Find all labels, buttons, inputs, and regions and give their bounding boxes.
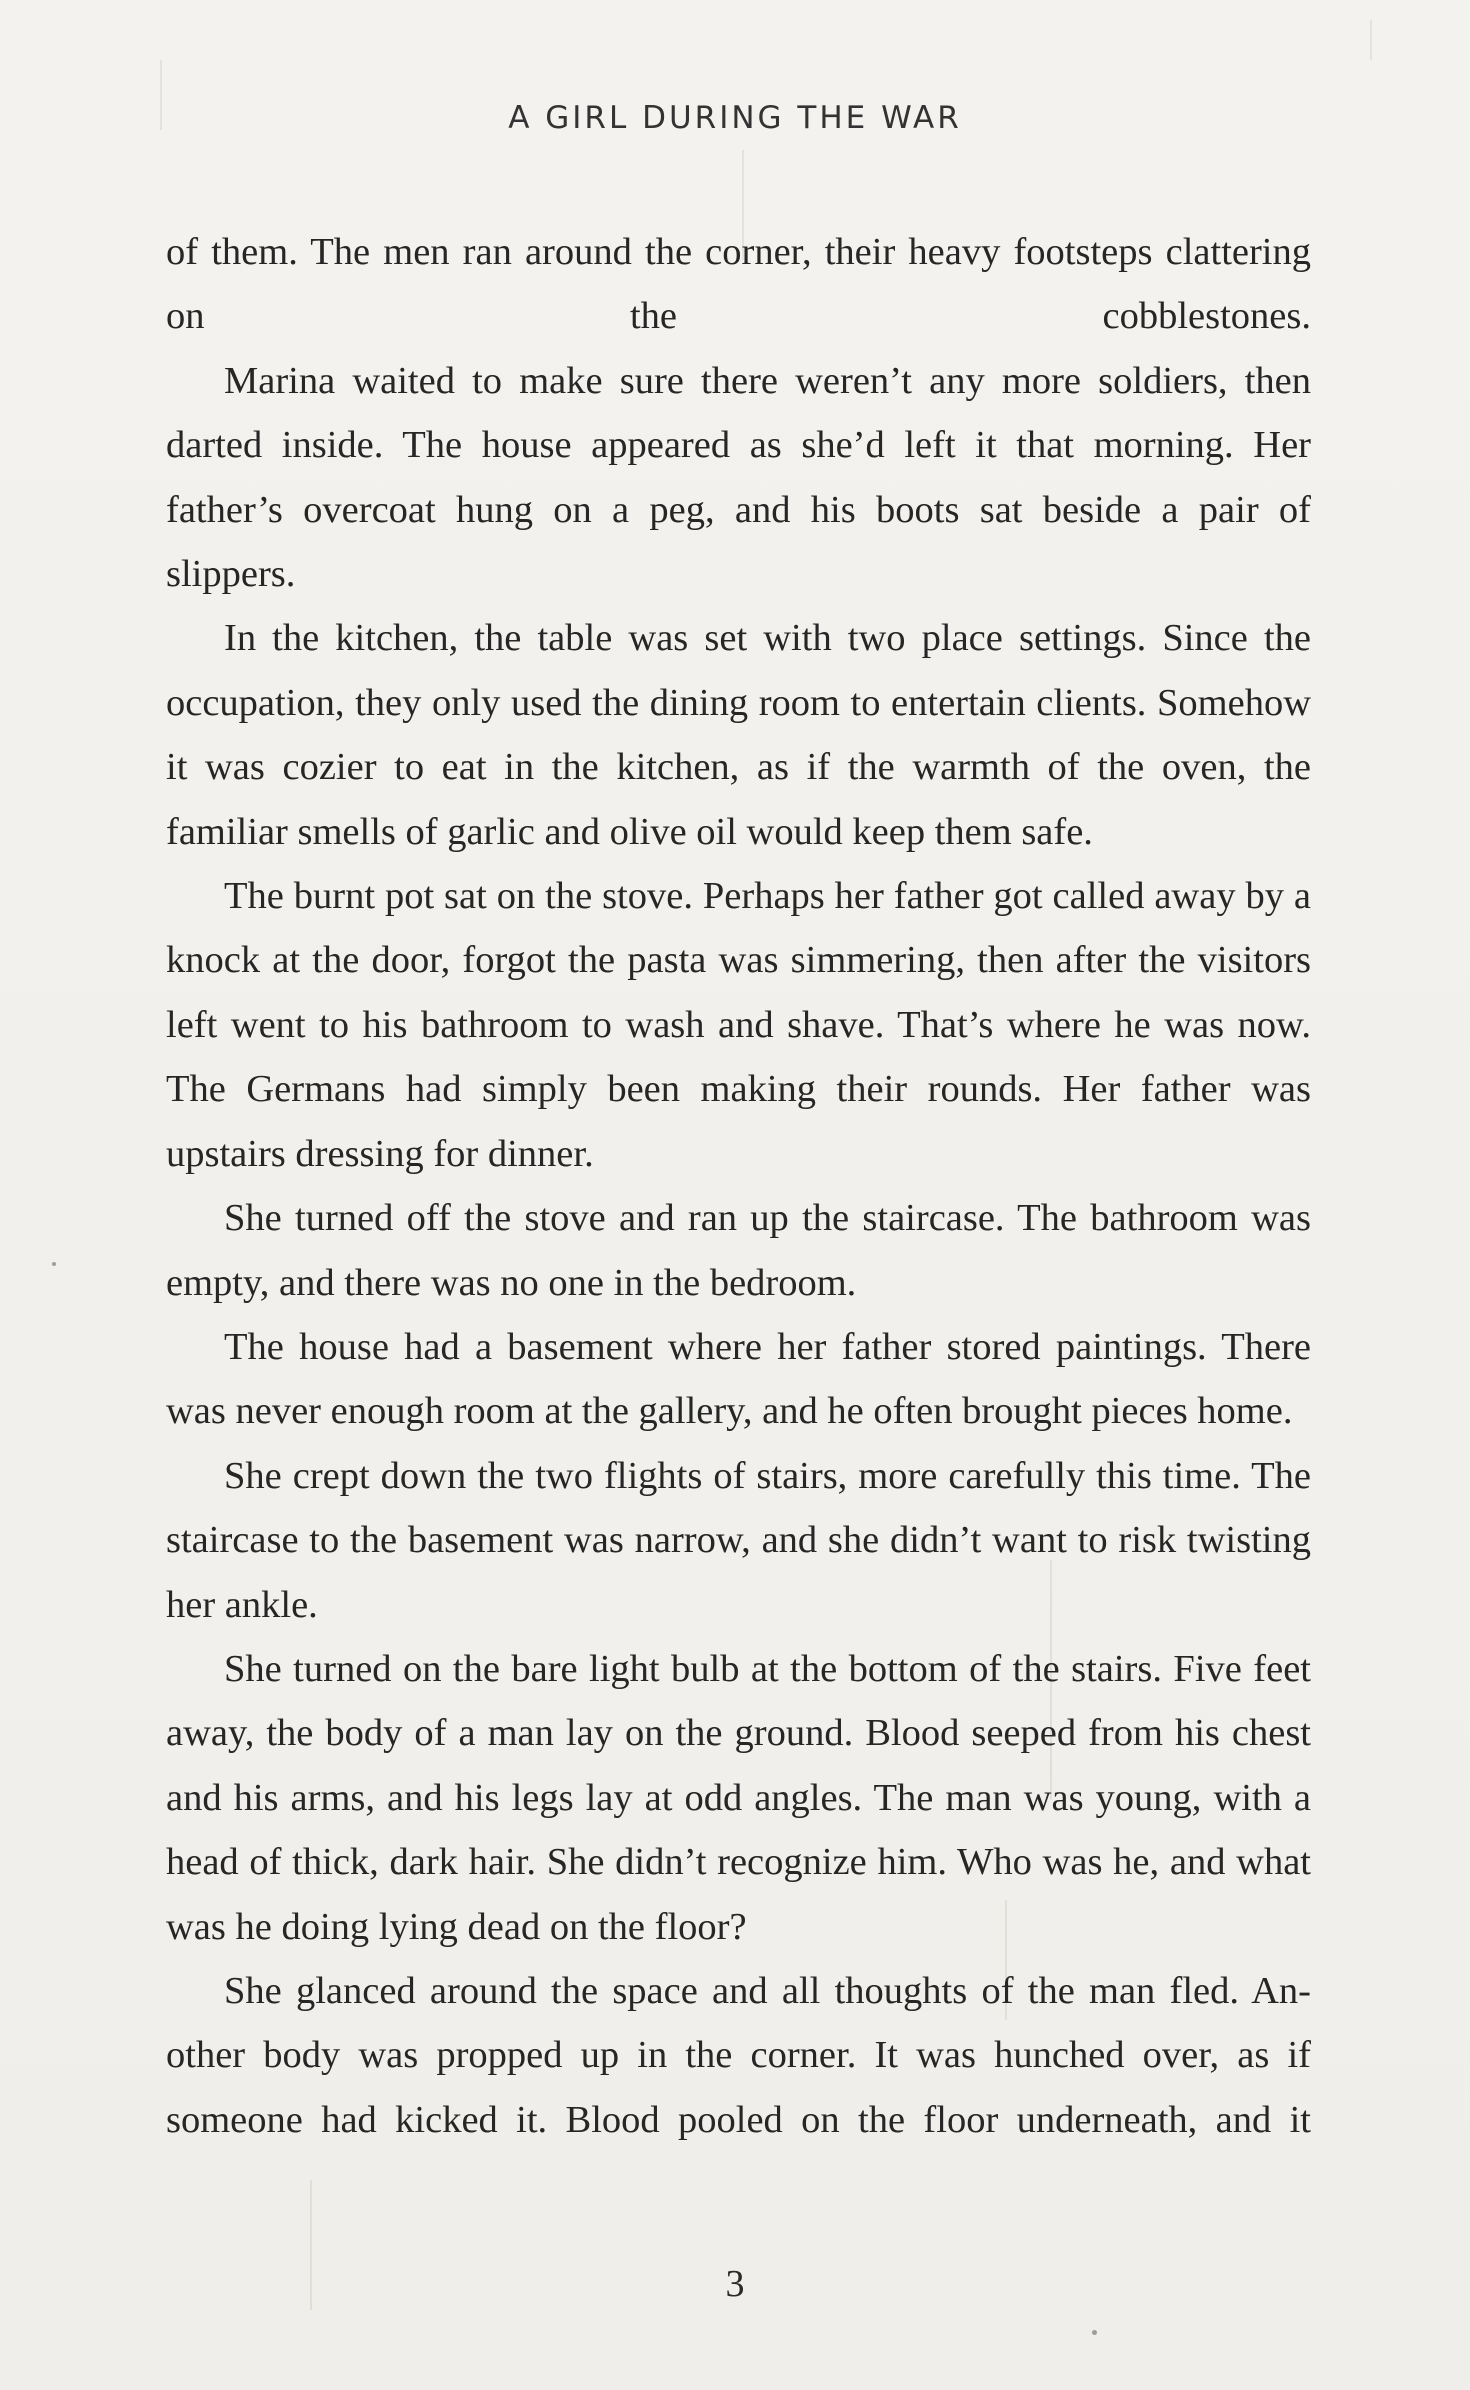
paragraph: She turned off the stove and ran up the staircase. The bathroom was empty, and there was no one in the bedroom. — [166, 1197, 1311, 1304]
scan-streak — [1370, 20, 1372, 60]
body-text — [166, 220, 1311, 2152]
paragraph: She glanced around the space and all thoughts of the man fled. Another body was propped up in the corner. It was hunched over, as if someone had kicked it. Blood pooled on the floor underneath, and it — [166, 1969, 1311, 2141]
paragraph: The house had a basement where her father stored paintings. There was never enough room at the gallery, and he often brought pieces home. — [166, 1325, 1311, 1433]
paragraph: In the kitchen, the table was set with two place settings. Since the occupation, they only used the dining room to entertain clients. Somehow it was cozier to eat in the kitchen, as if the warmth of the oven, the familiar smells of garlic and olive oil would keep them safe. — [166, 617, 1311, 853]
running-head: A GIRL DURING THE WAR — [508, 100, 962, 136]
ink-speck — [52, 1262, 56, 1266]
paragraph: She turned on the bare light bulb at the bottom of the stairs. Five feet away, the body of a man lay on the ground. Blood seeped from his chest and his arms, and his legs lay at odd angles. The man was young, with a head of thick, dark hair. She didn’t recognize him. Who was he, and what was he doing lying dead on the floor? — [166, 1647, 1311, 1948]
paragraph: Marina waited to make sure there weren’t any more soldiers, then darted inside. The house appeared as she’d left it that morning. Her father’s overcoat hung on a peg, and his boots sat beside a pair of slippers. — [166, 359, 1311, 596]
page-number: 3 — [725, 2263, 745, 2305]
paragraph: of them. The men ran around the corner, their heavy footsteps clattering on the cobblestones. — [166, 231, 1311, 338]
paragraph: The burnt pot sat on the stove. Perhaps her father got called away by a knock at the door, forgot the pasta was simmering, then after the visitors left went to his bathroom to wash and shave. That’s where he was now. The Germans had simply been making their rounds. Her father was upstairs dressing for dinner. — [166, 875, 1311, 1175]
ink-speck — [1092, 2330, 1097, 2335]
paragraph: She crept down the two flights of stairs, more carefully this time. The staircase to the basement was narrow, and she didn’t want to risk twisting her ankle. — [166, 1454, 1311, 1626]
